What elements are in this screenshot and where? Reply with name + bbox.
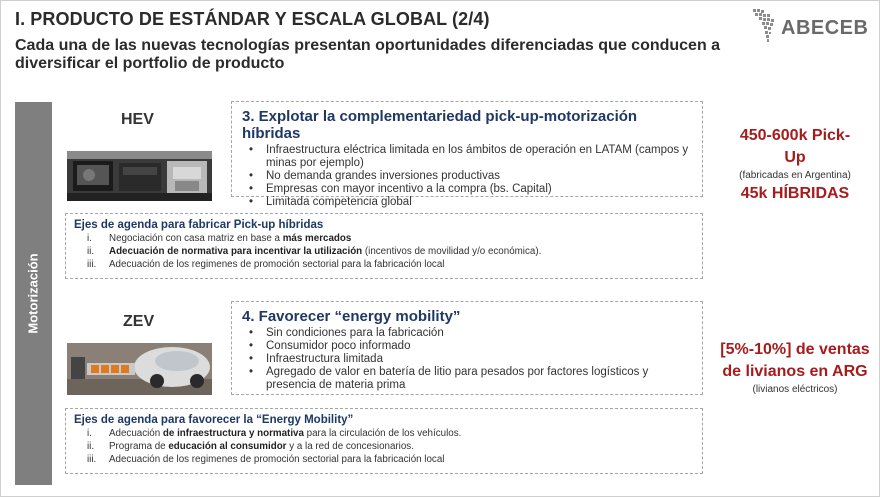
list-item: • Limitada competencia global: [266, 196, 692, 209]
list-item: • Consumidor poco informado: [266, 340, 692, 353]
hev-stat-note: (fabricadas en Argentina): [739, 170, 851, 181]
hev-box-title: 3. Explotar la complementariedad pick-up-motorización híbridas: [242, 108, 638, 142]
page-title: I. PRODUCTO DE ESTÁNDAR Y ESCALA GLOBAL (2/4): [15, 9, 490, 29]
hev-label: HEV: [121, 111, 154, 128]
hev-agenda-box: [65, 213, 703, 279]
list-item: • Sin condiciones para la fabricación: [266, 327, 692, 340]
zev-stat-line2: de livianos en ARG: [722, 363, 868, 380]
zev-bullet-list: [242, 327, 692, 392]
zev-stat-note: (livianos eléctricos): [752, 384, 838, 395]
hev-stat: [719, 125, 871, 205]
agenda-item: ii. Adecuación de normativa para incentivar la utilización (incentivos de movilidad y/o económica).: [87, 246, 542, 257]
zev-label: ZEV: [123, 313, 155, 330]
hev-stat-line1: 450-600k Pick-: [739, 127, 851, 144]
list-item: • Infraestructura limitada: [266, 353, 692, 366]
page-subtitle: Cada una de las nuevas tecnologías presentan oportunidades diferenciadas que conducen a diversificar el portfolio de producto: [15, 37, 721, 72]
hev-stat-line3: 45k HÍBRIDAS: [740, 185, 850, 202]
sidebar-label: Motorización: [26, 253, 42, 334]
zev-box-title: 4. Favorecer “energy mobility”: [242, 308, 461, 325]
abeceb-map-logo: [753, 9, 774, 42]
list-item: • No demanda grandes inversiones productivas: [266, 170, 692, 183]
zev-opportunity-box: [231, 301, 703, 395]
zev-stat: [713, 339, 877, 397]
zev-agenda-box: [65, 408, 703, 474]
hev-opportunity-box: [231, 101, 703, 208]
hev-engine-photo: [67, 151, 212, 201]
sidebar-label-wrap: [15, 102, 52, 485]
agenda-item: iii. Adecuación de los regimenes de promoción sectorial para la fabricación local: [87, 259, 445, 270]
logo-text: ABECEB: [781, 17, 869, 39]
agenda-item: iii. Adecuación de los regimenes de promoción sectorial para la fabricación local: [87, 454, 445, 465]
zev-stat-line1: [5%-10%] de ventas: [720, 341, 870, 358]
zev-battery-photo: [67, 343, 212, 395]
hev-stat-line2: Up: [784, 149, 806, 166]
list-item: • Agregado de valor en batería de litio para pesados por factores logísticos y presencia de materia prima: [266, 366, 692, 392]
hev-bullet-list: [242, 144, 692, 209]
agenda-item: i. Adecuación de infraestructura y normativa para la circulación de los vehículos.: [87, 428, 462, 439]
list-item: • Infraestructura eléctrica limitada en los ámbitos de operación en LATAM (campos y minas por ejemplo): [266, 144, 692, 170]
agenda-item: ii. Programa de educación al consumidor y a la red de concesionarios.: [87, 441, 414, 452]
hev-agenda-title: Ejes de agenda para fabricar Pick-up híbridas: [74, 219, 324, 231]
list-item: • Empresas con mayor incentivo a la compra (bs. Capital): [266, 183, 692, 196]
zev-agenda-title: Ejes de agenda para favorecer la “Energy Mobility”: [74, 414, 354, 426]
agenda-item: i. Negociación con casa matriz en base a más mercados: [87, 233, 352, 244]
